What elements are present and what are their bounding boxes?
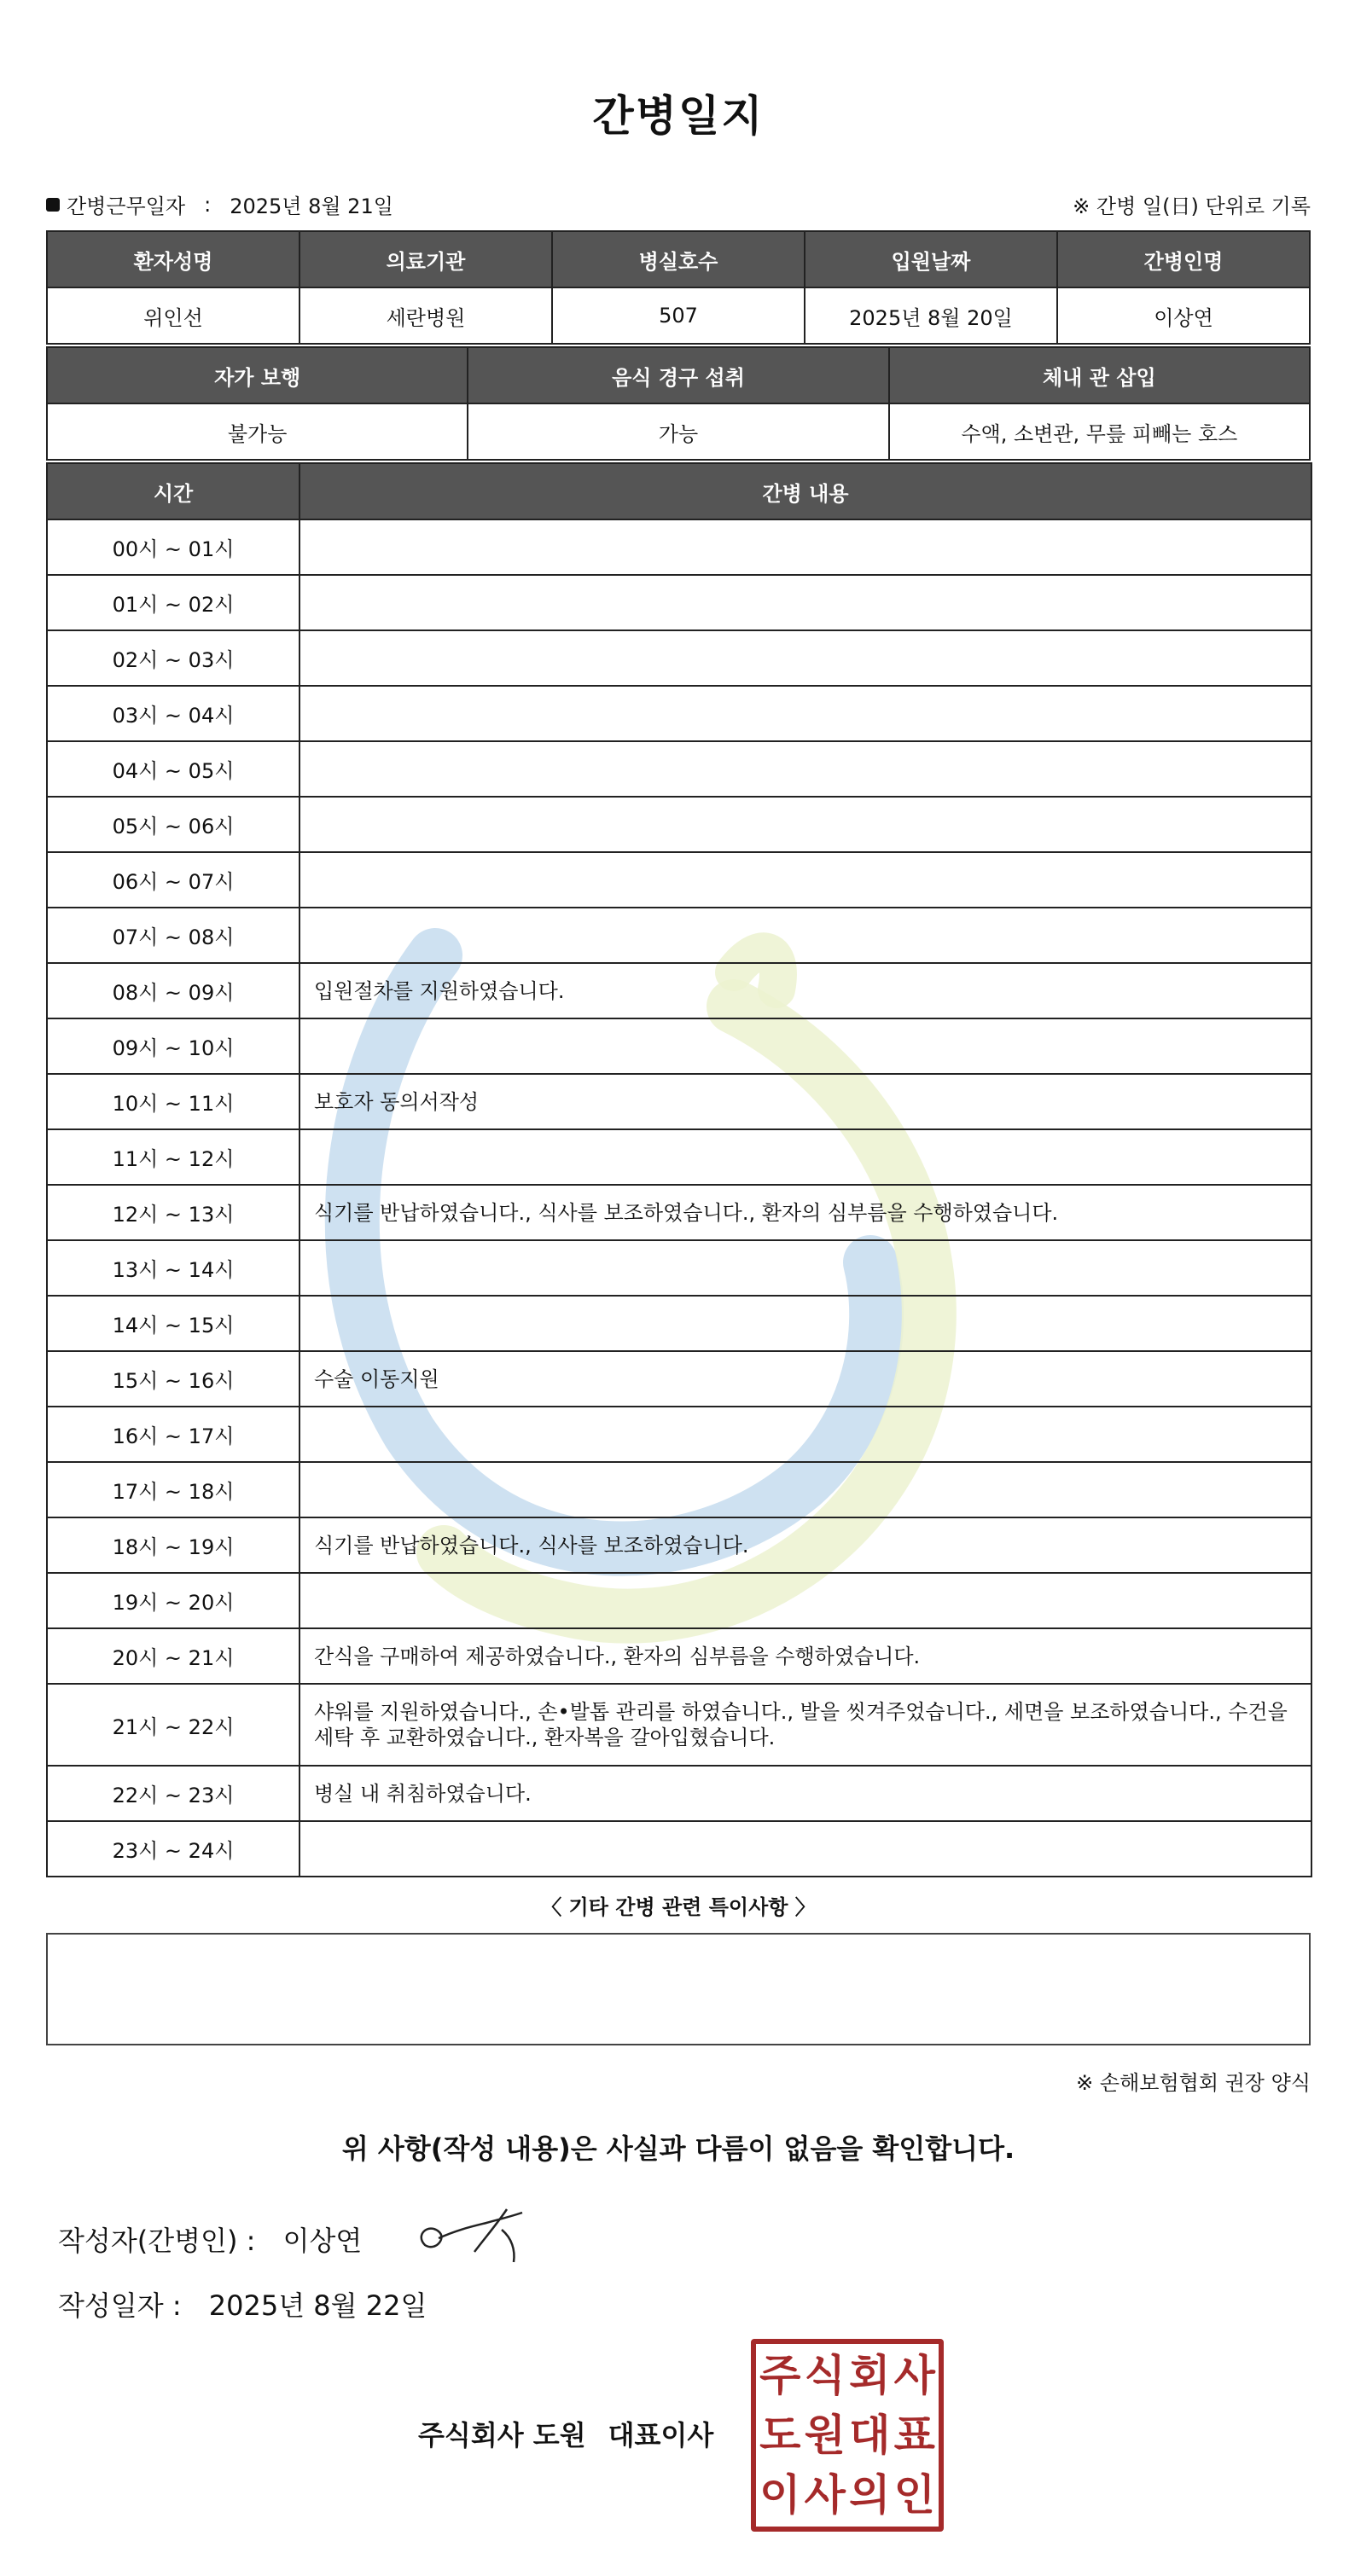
- writer-label: 작성자(간병인) :: [58, 2225, 256, 2257]
- care-log-row: [47, 797, 1311, 852]
- writer-line: [58, 2219, 362, 2259]
- patient-info-header-row: [47, 231, 1310, 287]
- care-time-cell: 02시 ~ 03시: [47, 630, 299, 686]
- patient-status-header-row: [47, 347, 1310, 403]
- header-hospital: 의료기관: [299, 231, 552, 287]
- care-time-cell: 16시 ~ 17시: [47, 1407, 299, 1462]
- patient-info-value-row: [47, 287, 1310, 344]
- written-date-value: 2025년 8월 22일: [208, 2289, 427, 2322]
- seal-char: 표: [893, 2410, 935, 2460]
- patient-status-value-row: [47, 403, 1310, 460]
- work-date-value: 2025년 8월 21일: [230, 194, 393, 218]
- work-date-colon: :: [204, 192, 212, 217]
- care-log-row: [47, 1129, 1311, 1185]
- care-time-cell: 10시 ~ 11시: [47, 1074, 299, 1129]
- care-log-row: [47, 1018, 1311, 1074]
- care-log-row: [47, 1185, 1311, 1240]
- care-content-cell: [299, 1129, 1311, 1185]
- seal-char: 주: [759, 2350, 801, 2400]
- care-time-cell: 19시 ~ 20시: [47, 1573, 299, 1628]
- care-content-cell: [299, 1240, 1311, 1296]
- care-content-cell: 수술 이동지원: [299, 1351, 1311, 1407]
- header-room: 병실호수: [552, 231, 805, 287]
- header-caregiver-name: 간병인명: [1057, 231, 1310, 287]
- care-log-row: [47, 1766, 1311, 1821]
- seal-char: 회: [849, 2350, 891, 2400]
- care-content-cell: [299, 797, 1311, 852]
- company-name: 주식회사 도원: [418, 2419, 586, 2451]
- care-content-cell: [299, 519, 1311, 575]
- care-log-row: [47, 1517, 1311, 1573]
- company-seal: [751, 2339, 944, 2532]
- care-time-cell: 13시 ~ 14시: [47, 1240, 299, 1296]
- daily-record-note: ※ 간병 일(日) 단위로 기록: [1073, 194, 1311, 218]
- care-content-cell: [299, 1462, 1311, 1517]
- written-date-line: [58, 2284, 427, 2324]
- care-content-cell: [299, 1407, 1311, 1462]
- care-time-cell: 21시 ~ 22시: [47, 1684, 299, 1766]
- care-time-cell: 12시 ~ 13시: [47, 1185, 299, 1240]
- oral-intake-value: 가능: [468, 403, 888, 460]
- care-log-row: [47, 1407, 1311, 1462]
- care-time-cell: 17시 ~ 18시: [47, 1462, 299, 1517]
- care-content-cell: 샤워를 지원하였습니다., 손•발톱 관리를 하였습니다., 발을 씻겨주었습니다., 세면을 보조하였습니다., 수건을 세탁 후 교환하였습니다., 환자복을 갈아입혔습니다.: [299, 1684, 1311, 1766]
- seal-char: 인: [893, 2469, 935, 2520]
- care-log-rows: [47, 519, 1311, 1877]
- hospital-value: 세란병원: [299, 287, 552, 344]
- header-care-content: 간병 내용: [299, 463, 1311, 519]
- seal-glyphs: [758, 2346, 937, 2525]
- seal-char: 식: [804, 2350, 846, 2400]
- care-time-cell: 14시 ~ 15시: [47, 1296, 299, 1351]
- care-time-cell: 01시 ~ 02시: [47, 575, 299, 630]
- care-time-cell: 20시 ~ 21시: [47, 1628, 299, 1684]
- care-log-row: [47, 630, 1311, 686]
- care-content-cell: 식기를 반납하였습니다., 식사를 보조하였습니다.: [299, 1517, 1311, 1573]
- care-time-cell: 00시 ~ 01시: [47, 519, 299, 575]
- written-date-label: 작성일자 :: [58, 2289, 182, 2322]
- care-content-cell: [299, 1296, 1311, 1351]
- care-log-row: [47, 741, 1311, 797]
- seal-char: 도: [759, 2410, 801, 2460]
- care-content-cell: 병실 내 취침하였습니다.: [299, 1766, 1311, 1821]
- form-source-note: ※ 손해보험협회 권장 양식: [1076, 2071, 1311, 2095]
- patient-info-table: [46, 230, 1311, 345]
- seal-char: 이: [759, 2469, 801, 2520]
- care-log-row: [47, 1240, 1311, 1296]
- care-log-row: [47, 1074, 1311, 1129]
- care-time-cell: 11시 ~ 12시: [47, 1129, 299, 1185]
- caregiver-name-value: 이상연: [1057, 287, 1310, 344]
- care-time-cell: 18시 ~ 19시: [47, 1517, 299, 1573]
- care-log-row: [47, 1821, 1311, 1877]
- header-tube-insertion: 체내 관 삽입: [889, 347, 1310, 403]
- meta-row: [46, 189, 1311, 217]
- care-time-cell: 08시 ~ 09시: [47, 963, 299, 1018]
- patient-name-value: 위인선: [47, 287, 299, 344]
- care-content-cell: [299, 1018, 1311, 1074]
- page-title: 간병일지: [592, 91, 765, 141]
- care-content-cell: 입원절차를 지원하였습니다.: [299, 963, 1311, 1018]
- seal-char: 의: [849, 2469, 891, 2520]
- care-log-row: [47, 1351, 1311, 1407]
- care-content-cell: [299, 575, 1311, 630]
- care-log-row: [47, 908, 1311, 963]
- notes-title: 〈 기타 간병 관련 특이사항 〉: [541, 1895, 816, 1919]
- seal-char: 원: [804, 2410, 846, 2460]
- header-patient-name: 환자성명: [47, 231, 299, 287]
- care-time-cell: 03시 ~ 04시: [47, 686, 299, 741]
- care-log-row: [47, 1462, 1311, 1517]
- seal-char: 사: [893, 2350, 935, 2400]
- care-log-row: [47, 852, 1311, 908]
- care-log-table: [46, 462, 1312, 1877]
- care-content-cell: 보호자 동의서작성: [299, 1074, 1311, 1129]
- company-role: 대표이사: [608, 2419, 714, 2451]
- care-content-cell: [299, 1573, 1311, 1628]
- care-time-cell: 09시 ~ 10시: [47, 1018, 299, 1074]
- care-content-cell: [299, 1821, 1311, 1877]
- care-log-row: [47, 1296, 1311, 1351]
- patient-status-table: [46, 346, 1311, 461]
- care-time-cell: 15시 ~ 16시: [47, 1351, 299, 1407]
- header-self-walking: 자가 보행: [47, 347, 468, 403]
- care-time-cell: 22시 ~ 23시: [47, 1766, 299, 1821]
- care-content-cell: [299, 852, 1311, 908]
- care-log-row: [47, 575, 1311, 630]
- care-time-cell: 04시 ~ 05시: [47, 741, 299, 797]
- header-oral-intake: 음식 경구 섭취: [468, 347, 888, 403]
- self-walking-value: 불가능: [47, 403, 468, 460]
- care-log-row: [47, 519, 1311, 575]
- tube-insertion-value: 수액, 소변관, 무릎 피빼는 호스: [889, 403, 1310, 460]
- care-content-cell: 간식을 구매하여 제공하였습니다., 환자의 심부름을 수행하였습니다.: [299, 1628, 1311, 1684]
- care-log-row: [47, 1628, 1311, 1684]
- square-bullet-icon: [46, 198, 60, 212]
- care-time-cell: 23시 ~ 24시: [47, 1821, 299, 1877]
- care-content-cell: [299, 908, 1311, 963]
- writer-name: 이상연: [282, 2225, 363, 2257]
- care-log-row: [47, 1684, 1311, 1766]
- seal-char: 사: [804, 2469, 846, 2520]
- room-value: 507: [552, 287, 805, 344]
- company-line: [418, 2414, 713, 2453]
- care-time-cell: 05시 ~ 06시: [47, 797, 299, 852]
- care-time-cell: 07시 ~ 08시: [47, 908, 299, 963]
- care-log-row: [47, 963, 1311, 1018]
- work-date-label: 간병근무일자: [67, 194, 186, 218]
- care-log-header-row: [47, 463, 1311, 519]
- care-log-row: [47, 686, 1311, 741]
- care-log-row: [47, 1573, 1311, 1628]
- seal-char: 대: [849, 2410, 891, 2460]
- care-content-cell: [299, 741, 1311, 797]
- care-content-cell: [299, 686, 1311, 741]
- work-date-line: [46, 189, 393, 219]
- notes-box: [46, 1933, 1311, 2045]
- care-content-cell: 식기를 반납하였습니다., 식사를 보조하였습니다., 환자의 심부름을 수행하였습니다.: [299, 1185, 1311, 1240]
- handwritten-signature: [413, 2201, 550, 2269]
- header-admission-date: 입원날짜: [805, 231, 1057, 287]
- confirmation-statement: 위 사항(작성 내용)은 사실과 다름이 없음을 확인합니다.: [341, 2132, 1015, 2165]
- care-content-cell: [299, 630, 1311, 686]
- admission-date-value: 2025년 8월 20일: [805, 287, 1057, 344]
- header-time: 시간: [47, 463, 299, 519]
- care-time-cell: 06시 ~ 07시: [47, 852, 299, 908]
